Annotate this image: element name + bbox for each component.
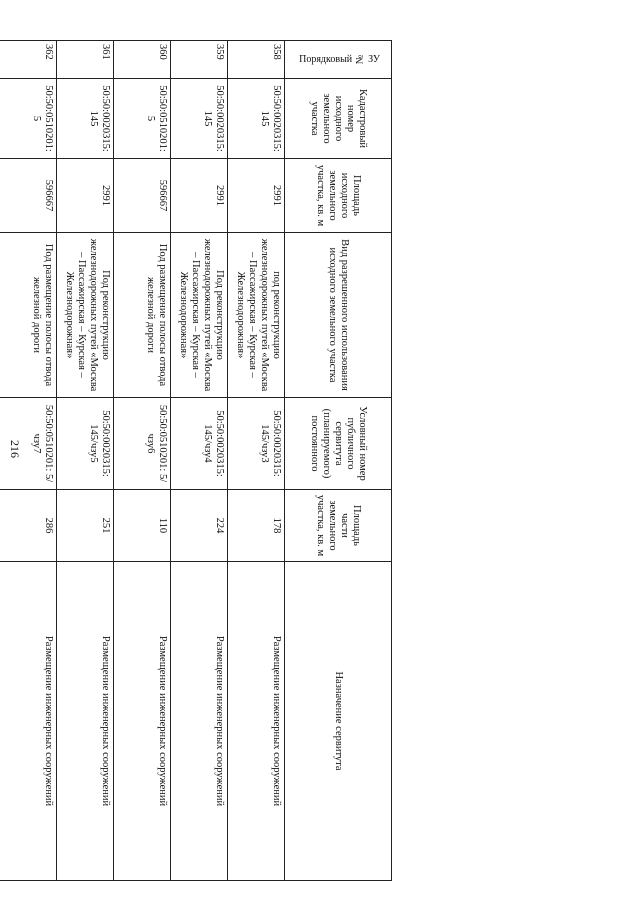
cell-area: 596667 xyxy=(114,159,171,233)
cell-cadastral: 50:50:0020315: 145 xyxy=(57,79,114,159)
cell-ordinal: 362 xyxy=(0,41,57,79)
cell-use: Под размещение полосы отвода железной дороги xyxy=(114,233,171,398)
cell-ordinal: 361 xyxy=(57,41,114,79)
cell-servitude-number: 50:50:0510201: 5/чзу6 xyxy=(114,398,171,490)
cell-cadastral: 50:50:0020315: 145 xyxy=(228,79,285,159)
header-cadastral: Кадастровый номер исходного земельного участка xyxy=(285,79,392,159)
cell-use: Под реконструкцию железнодорожных путей «Москва – Пассажирская – Курская – Железнодорожная» xyxy=(171,233,228,398)
cell-part-area: 178 xyxy=(228,490,285,562)
table-row xyxy=(57,41,114,881)
table-row xyxy=(228,41,285,881)
table-row xyxy=(0,41,57,881)
header-part-area: Площадь части земельного участка, кв. м xyxy=(285,490,392,562)
cell-cadastral: 50:50:0020315: 145 xyxy=(171,79,228,159)
cell-ordinal: 359 xyxy=(171,41,228,79)
cell-use: под реконструкцию железнодорожных путей «Москва – Пассажирская – Курская – Железнодорожная» xyxy=(228,233,285,398)
table-row xyxy=(171,41,228,881)
table-header-row xyxy=(285,41,392,881)
cell-part-area: 286 xyxy=(0,490,57,562)
cell-ordinal: 358 xyxy=(228,41,285,79)
header-servitude-number: Условный номер публичного сервитута (планируемого) постоянного xyxy=(285,398,392,490)
cell-area: 2991 xyxy=(171,159,228,233)
cell-part-area: 251 xyxy=(57,490,114,562)
page-number: 216 xyxy=(8,440,22,458)
cell-purpose: Размещение инженерных сооружений xyxy=(114,562,171,881)
cell-purpose: Размещение инженерных сооружений xyxy=(228,562,285,881)
header-purpose: Назначение сервитута xyxy=(285,562,392,881)
header-area: Площадь исходного земельного участка, кв. м xyxy=(285,159,392,233)
cell-use: Под реконструкцию железнодорожных путей «Москва – Пассажирская – Курская – Железнодорожная» xyxy=(57,233,114,398)
header-use: Вид разрешенного использования исходного земельного участка xyxy=(285,233,392,398)
cell-area: 2991 xyxy=(57,159,114,233)
cell-part-area: 110 xyxy=(114,490,171,562)
cell-servitude-number: 50:50:0020315: 145/чзу5 xyxy=(57,398,114,490)
cell-use: Под размещение полосы отвода железной дороги xyxy=(0,233,57,398)
cell-servitude-number: 50:50:0510201: 5/чзу7 xyxy=(0,398,57,490)
cell-purpose: Размещение инженерных сооружений xyxy=(171,562,228,881)
cell-cadastral: 50:50:0510201: 5 xyxy=(0,79,57,159)
cell-area: 2991 xyxy=(228,159,285,233)
header-ordinal: Порядковый № ЗУ xyxy=(285,41,392,79)
cell-purpose: Размещение инженерных сооружений xyxy=(57,562,114,881)
cell-purpose: Размещение инженерных сооружений xyxy=(0,562,57,881)
cell-servitude-number: 50:50:0020315: 145/чзу3 xyxy=(228,398,285,490)
cell-cadastral: 50:50:0510201: 5 xyxy=(114,79,171,159)
cell-area: 596667 xyxy=(0,159,57,233)
cell-servitude-number: 50:50:0020315: 145/чзу4 xyxy=(171,398,228,490)
cell-ordinal: 360 xyxy=(114,41,171,79)
rotated-content xyxy=(0,40,392,880)
cell-part-area: 224 xyxy=(171,490,228,562)
table-row xyxy=(114,41,171,881)
servitude-table xyxy=(0,40,392,881)
